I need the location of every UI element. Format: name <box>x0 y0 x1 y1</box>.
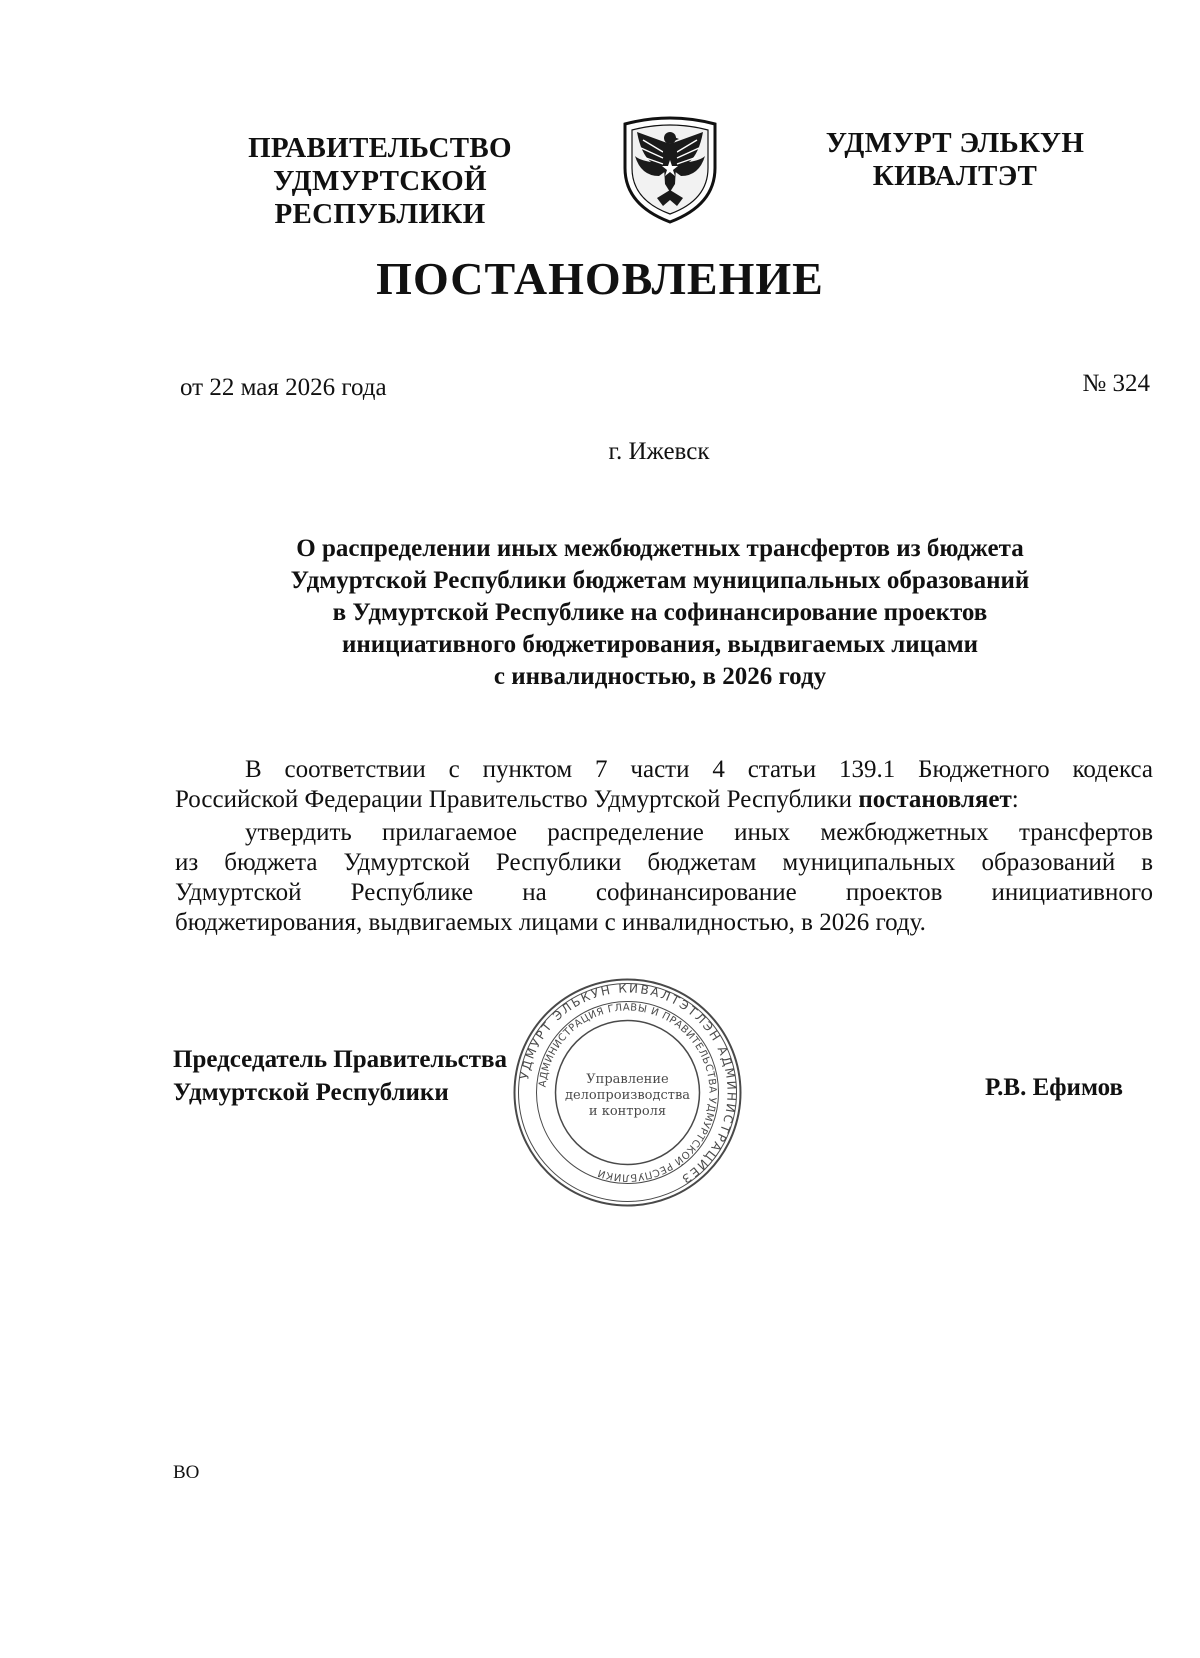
body-line-punct: : <box>1011 786 1019 813</box>
header-left-title <box>165 132 595 231</box>
header-left-line1: ПРАВИТЕЛЬСТВО <box>248 132 512 164</box>
signatory-title-line1: Председатель Правительства <box>173 1046 508 1073</box>
title-line: О распределении иных межбюджетных трансфертов из бюджета <box>296 535 1024 562</box>
header-right-line2: КИВАЛТЭТ <box>872 160 1038 192</box>
body-line: В соответствии с пунктом 7 части 4 статьи 139.1 Бюджетного кодекса <box>245 756 1153 783</box>
body-line-text: Российской Федерации Правительство Удмуртской Республики <box>175 786 853 813</box>
body-paragraph-2 <box>175 818 1153 938</box>
document-city: г. Ижевск <box>608 438 710 465</box>
stamp-center-line1: Управление <box>586 1072 669 1087</box>
document-date: от 22 мая 2026 года <box>180 374 387 401</box>
signatory-title <box>173 1043 507 1109</box>
signatory-title-line2: Удмуртской Республики <box>173 1079 449 1106</box>
signatory-name: Р.В. Ефимов <box>985 1074 1124 1101</box>
body-line: утвердить прилагаемое распределение иных межбюджетных трансфертов <box>245 819 1153 846</box>
stamp-ring-inner: АДМИНИСТРАЦИЯ ГЛАВЫ И ПРАВИТЕЛЬСТВА УДМУРТСКОЙ РЕСПУБЛИКИ <box>537 1002 718 1183</box>
executor-initials: ВО <box>173 1462 200 1483</box>
header-left-line2: УДМУРТСКОЙ РЕСПУБЛИКИ <box>273 165 487 230</box>
body-line: Удмуртской Республике на софинансирование проектов инициативного <box>175 879 1153 906</box>
document-title <box>165 533 1155 693</box>
title-line: инициативного бюджетирования, выдвигаемых лицами <box>341 631 979 658</box>
title-line: с инвалидностью, в 2026 году <box>493 663 827 690</box>
title-line: Удмуртской Республики бюджетам муниципальных образований <box>290 567 1030 594</box>
stamp-center-line3: и контроля <box>588 1104 667 1119</box>
title-line: в Удмуртской Республике на софинансирование проектов <box>332 599 988 626</box>
official-stamp-icon <box>510 975 745 1210</box>
document-number: № 324 <box>1082 370 1150 397</box>
header-right-line1: УДМУРТ ЭЛЬКУН <box>825 127 1085 159</box>
stamp-center-line2: делопроизводства <box>564 1088 691 1103</box>
header-right-title <box>810 127 1100 193</box>
document-type-heading: ПОСТАНОВЛЕНИЕ <box>376 253 824 304</box>
udmurt-coat-of-arms-icon <box>615 110 725 226</box>
body-line: бюджетирования, выдвигаемых лицами с инвалидностью, в 2026 году. <box>175 909 926 936</box>
body-paragraph-1 <box>175 755 1153 815</box>
body-line: из бюджета Удмуртской Республики бюджетам муниципальных образований в <box>175 849 1153 876</box>
body-line <box>175 785 1153 815</box>
resolution-verb: постановляет <box>858 786 1012 813</box>
stamp-ring-outer: УДМУРТ ЭЛЬКУН КИВАЛТЭТЛЭН АДМИНИСТРАЦИЕЗ <box>517 981 739 1188</box>
